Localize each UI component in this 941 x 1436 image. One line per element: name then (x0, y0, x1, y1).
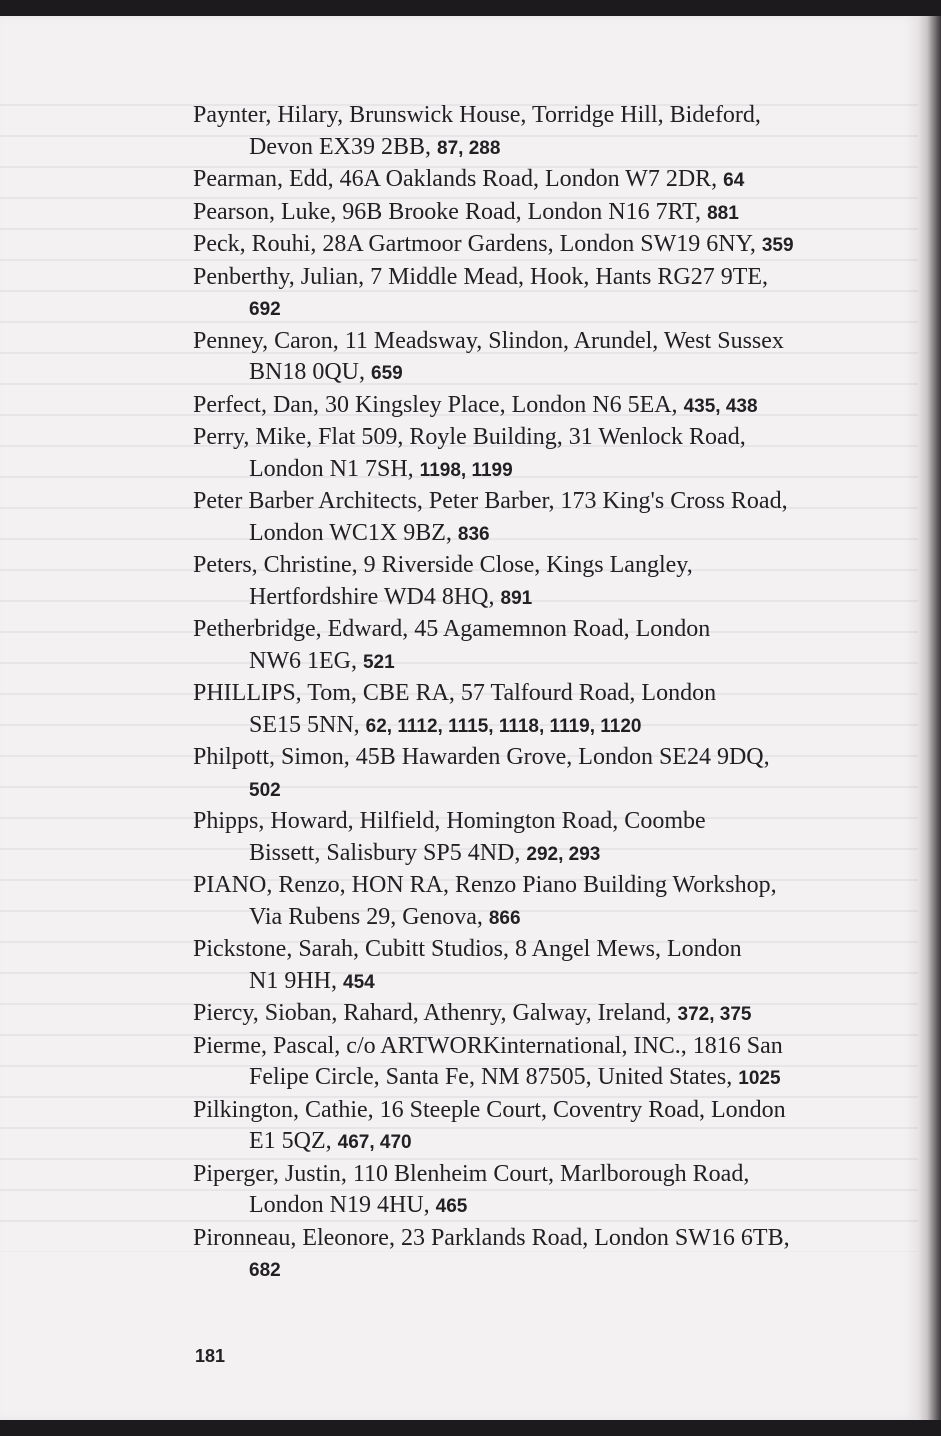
index-entry (193, 197, 833, 230)
entry-text: Pilkington, Cathie, 16 Steeple Court, Coventry Road, London (193, 1096, 786, 1123)
entry-line (193, 1095, 833, 1127)
entry-line (221, 454, 833, 487)
entry-text: London WC1X 9BZ, (249, 519, 458, 546)
index-entry (193, 1095, 833, 1159)
entry-line (193, 1159, 833, 1191)
index-entry (193, 1031, 833, 1095)
entry-text: SE15 5NN, (249, 711, 366, 738)
index-entry (193, 100, 833, 164)
page-edge (918, 16, 941, 1420)
entry-line (193, 742, 833, 774)
entry-text: Penney, Caron, 11 Meadsway, Slindon, Arundel, West Sussex (193, 327, 784, 354)
entry-line (193, 100, 833, 132)
index-entry (193, 262, 833, 326)
entry-page-refs: 87, 288 (437, 137, 501, 159)
entry-line (193, 870, 833, 902)
index-entry (193, 806, 833, 870)
entry-line (193, 422, 833, 454)
entry-text: PIANO, Renzo, HON RA, Renzo Piano Building Workshop, (193, 872, 777, 898)
entry-line (221, 1062, 833, 1095)
entry-page-refs: 682 (249, 1260, 281, 1281)
index-entry (193, 1223, 833, 1287)
entry-line (193, 197, 833, 230)
entry-text: BN18 0QU, (249, 359, 372, 385)
entry-page-refs: 359 (761, 235, 794, 256)
index-entry (193, 550, 833, 614)
entry-text: Via Rubens 29, Genova, (249, 903, 489, 930)
index-entry (193, 1159, 833, 1223)
entry-page-refs: 64 (723, 170, 745, 191)
entry-line (221, 293, 833, 326)
entry-text: Felipe Circle, Santa Fe, NM 87505, United States, (249, 1064, 739, 1090)
index-entry (193, 326, 833, 390)
entry-line (193, 229, 833, 262)
entry-page-refs: 467, 470 (337, 1132, 412, 1153)
entry-page-refs: 521 (362, 651, 395, 673)
entry-line (193, 1031, 833, 1063)
entry-line (221, 774, 833, 807)
entry-text: Peter Barber Architects, Peter Barber, 173 King's Cross Road, (193, 488, 788, 514)
entry-line (193, 998, 833, 1031)
entry-text: Perry, Mike, Flat 509, Royle Building, 31 Wenlock Road, (193, 424, 746, 450)
entry-line (221, 1254, 833, 1287)
entry-line (193, 326, 833, 358)
entry-text: NW6 1EG, (249, 647, 363, 674)
entry-text: Pironneau, Eleonore, 23 Parklands Road, London SW16 6TB, (193, 1224, 790, 1251)
index-entry-list (193, 100, 833, 1287)
index-entry (193, 164, 833, 197)
entry-page-refs: 465 (435, 1196, 468, 1217)
entry-text: Perfect, Dan, 30 Kingsley Place, London N6 5EA, (193, 391, 684, 418)
entry-text: Peters, Christine, 9 Riverside Close, Kings Langley, (193, 552, 693, 578)
index-entry (193, 614, 833, 678)
index-entry (193, 229, 833, 262)
index-entry (193, 998, 833, 1031)
entry-page-refs: 435, 438 (683, 395, 758, 417)
entry-line (221, 646, 833, 679)
entry-text: Piercy, Sioban, Rahard, Athenry, Galway, Ireland, (193, 1000, 678, 1026)
entry-text: Pierme, Pascal, c/o ARTWORKinternational, INC., 1816 San (193, 1032, 783, 1059)
entry-text: Pearson, Luke, 96B Brooke Road, London N16 7RT, (193, 198, 708, 225)
entry-line (221, 357, 833, 390)
index-entry (193, 870, 833, 934)
entry-page-refs: 292, 293 (526, 843, 601, 865)
entry-text: Piperger, Justin, 110 Blenheim Court, Marlborough Road, (193, 1160, 750, 1187)
entry-page-refs: 1025 (738, 1068, 781, 1089)
index-entry (193, 742, 833, 806)
entry-text: Penberthy, Julian, 7 Middle Mead, Hook, Hants RG27 9TE, (193, 263, 769, 290)
entry-text: PHILLIPS, Tom, CBE RA, 57 Talfourd Road, London (193, 680, 717, 706)
entry-text: Hertfordshire WD4 8HQ, (249, 583, 501, 610)
entry-line (221, 132, 833, 165)
entry-line (221, 1126, 833, 1159)
entry-line (193, 806, 833, 838)
entry-line (221, 966, 833, 999)
entry-page-refs: 502 (249, 779, 281, 801)
entry-text: Philpott, Simon, 45B Hawarden Grove, London SE24 9DQ, (193, 744, 770, 770)
entry-text: Paynter, Hilary, Brunswick House, Torridge Hill, Bideford, (193, 102, 761, 128)
index-entry (193, 934, 833, 998)
entry-text: Devon EX39 2BB, (249, 133, 437, 160)
entry-text: E1 5QZ, (249, 1128, 338, 1154)
entry-page-refs: 891 (500, 587, 533, 609)
entry-line (221, 582, 833, 615)
entry-text: Petherbridge, Edward, 45 Agamemnon Road, London (193, 616, 711, 642)
entry-text: N1 9HH, (249, 967, 343, 994)
entry-page-refs: 454 (343, 971, 375, 993)
entry-page-refs: 836 (457, 523, 490, 545)
entry-text: Bissett, Salisbury SP5 4ND, (249, 839, 527, 866)
entry-line (193, 678, 833, 710)
entry-line (221, 518, 833, 551)
entry-page-refs: 62, 1112, 1115, 1118, 1119, 1120 (365, 715, 642, 737)
entry-page-refs: 692 (249, 299, 281, 320)
entry-line (193, 614, 833, 646)
entry-line (193, 390, 833, 423)
entry-text: Peck, Rouhi, 28A Gartmoor Gardens, London SW19 6NY, (193, 231, 762, 257)
entry-page-refs: 881 (707, 202, 739, 224)
entry-text: Pearman, Edd, 46A Oaklands Road, London W7 2DR, (193, 166, 724, 192)
index-entry (193, 422, 833, 486)
entry-page-refs: 1198, 1199 (419, 459, 513, 481)
entry-text: Phipps, Howard, Hilfield, Homington Road, Coombe (193, 808, 706, 834)
book-page (0, 16, 918, 1420)
entry-line (221, 838, 833, 871)
entry-line (221, 902, 833, 935)
page-number: 181 (195, 1346, 226, 1366)
entry-text: London N19 4HU, (249, 1192, 436, 1218)
entry-line (193, 550, 833, 582)
entry-text: London N1 7SH, (249, 455, 420, 482)
index-entry (193, 390, 833, 423)
entry-line (193, 262, 833, 294)
entry-line (221, 1190, 833, 1223)
entry-line (193, 934, 833, 966)
entry-text: Pickstone, Sarah, Cubitt Studios, 8 Angel Mews, London (193, 936, 742, 962)
index-entry (193, 678, 833, 742)
entry-page-refs: 659 (371, 363, 403, 384)
entry-page-refs: 866 (488, 907, 521, 929)
entry-line (193, 486, 833, 518)
entry-page-refs: 372, 375 (677, 1004, 752, 1025)
entry-line (221, 710, 833, 743)
entry-line (193, 1223, 833, 1255)
index-entry (193, 486, 833, 550)
entry-line (193, 164, 833, 197)
